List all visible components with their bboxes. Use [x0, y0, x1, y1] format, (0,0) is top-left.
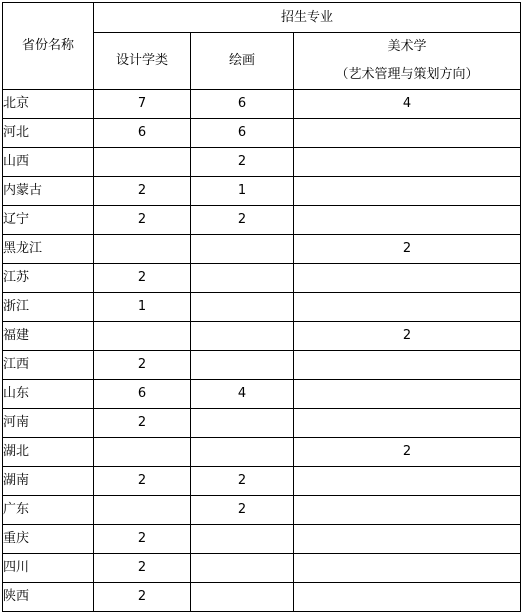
- painting-cell: 2: [191, 148, 294, 177]
- table-row: [3, 264, 521, 293]
- design-cell: 2: [94, 554, 191, 583]
- header-row-top: [3, 3, 521, 33]
- province-cell: 湖北: [3, 438, 94, 467]
- fine-arts-cell: 2: [294, 235, 521, 264]
- table-row: [3, 554, 521, 583]
- fine-arts-cell: [294, 177, 521, 206]
- province-cell: 福建: [3, 322, 94, 351]
- table-row: [3, 293, 521, 322]
- painting-cell: [191, 409, 294, 438]
- fine-arts-cell: [294, 206, 521, 235]
- table-row: [3, 525, 521, 554]
- province-cell: 重庆: [3, 525, 94, 554]
- province-cell: 浙江: [3, 293, 94, 322]
- design-cell: 2: [94, 351, 191, 380]
- painting-cell: 2: [191, 467, 294, 496]
- province-cell: 江西: [3, 351, 94, 380]
- fine-arts-cell: [294, 409, 521, 438]
- province-cell: 河北: [3, 119, 94, 148]
- design-cell: 2: [94, 264, 191, 293]
- fine-arts-cell: [294, 351, 521, 380]
- design-cell: 7: [94, 90, 191, 119]
- province-cell: 陕西: [3, 583, 94, 612]
- fine-arts-cell: 4: [294, 90, 521, 119]
- fine-arts-cell: 2: [294, 322, 521, 351]
- header-fine-arts-note: （艺术管理与策划方向）: [335, 67, 479, 82]
- painting-cell: 4: [191, 380, 294, 409]
- table-row: [3, 467, 521, 496]
- painting-cell: [191, 293, 294, 322]
- fine-arts-cell: [294, 496, 521, 525]
- design-cell: [94, 322, 191, 351]
- fine-arts-cell: [294, 525, 521, 554]
- enrollment-quota-table: [2, 2, 521, 612]
- table-row: [3, 583, 521, 612]
- design-cell: [94, 496, 191, 525]
- header-fine-arts: [294, 33, 521, 90]
- design-cell: 6: [94, 380, 191, 409]
- province-cell: 山东: [3, 380, 94, 409]
- painting-cell: [191, 351, 294, 380]
- painting-cell: 6: [191, 119, 294, 148]
- header-enrollment: 招生专业: [94, 3, 521, 33]
- painting-cell: [191, 554, 294, 583]
- header-painting: 绘画: [191, 33, 294, 90]
- table-row: [3, 235, 521, 264]
- province-cell: 山西: [3, 148, 94, 177]
- header-fine-arts-label: 美术学: [387, 39, 427, 54]
- design-cell: 2: [94, 583, 191, 612]
- painting-cell: [191, 525, 294, 554]
- table-row: [3, 496, 521, 525]
- table-row: [3, 90, 521, 119]
- table-row: [3, 351, 521, 380]
- design-cell: 2: [94, 525, 191, 554]
- table-row: [3, 177, 521, 206]
- province-cell: 河南: [3, 409, 94, 438]
- fine-arts-cell: 2: [294, 438, 521, 467]
- province-cell: 辽宁: [3, 206, 94, 235]
- fine-arts-cell: [294, 148, 521, 177]
- painting-cell: 1: [191, 177, 294, 206]
- table-row: [3, 148, 521, 177]
- design-cell: [94, 438, 191, 467]
- table-row: [3, 438, 521, 467]
- painting-cell: [191, 264, 294, 293]
- painting-cell: 2: [191, 496, 294, 525]
- design-cell: 2: [94, 409, 191, 438]
- fine-arts-cell: [294, 554, 521, 583]
- fine-arts-cell: [294, 467, 521, 496]
- fine-arts-cell: [294, 264, 521, 293]
- province-cell: 内蒙古: [3, 177, 94, 206]
- table-row: [3, 119, 521, 148]
- table-row: [3, 380, 521, 409]
- design-cell: [94, 235, 191, 264]
- fine-arts-cell: [294, 293, 521, 322]
- province-cell: 广东: [3, 496, 94, 525]
- design-cell: 1: [94, 293, 191, 322]
- painting-cell: [191, 438, 294, 467]
- province-cell: 黑龙江: [3, 235, 94, 264]
- design-cell: 2: [94, 467, 191, 496]
- fine-arts-cell: [294, 583, 521, 612]
- table-row: [3, 322, 521, 351]
- fine-arts-cell: [294, 380, 521, 409]
- header-province: 省份名称: [3, 3, 94, 90]
- province-cell: 江苏: [3, 264, 94, 293]
- table-row: [3, 206, 521, 235]
- province-cell: 四川: [3, 554, 94, 583]
- design-cell: 2: [94, 206, 191, 235]
- table-body: [3, 90, 521, 612]
- design-cell: [94, 148, 191, 177]
- table-row: [3, 409, 521, 438]
- header-design: 设计学类: [94, 33, 191, 90]
- design-cell: 6: [94, 119, 191, 148]
- design-cell: 2: [94, 177, 191, 206]
- province-cell: 湖南: [3, 467, 94, 496]
- table-header: [3, 3, 521, 90]
- painting-cell: [191, 235, 294, 264]
- painting-cell: 2: [191, 206, 294, 235]
- painting-cell: [191, 583, 294, 612]
- painting-cell: [191, 322, 294, 351]
- painting-cell: 6: [191, 90, 294, 119]
- province-cell: 北京: [3, 90, 94, 119]
- fine-arts-cell: [294, 119, 521, 148]
